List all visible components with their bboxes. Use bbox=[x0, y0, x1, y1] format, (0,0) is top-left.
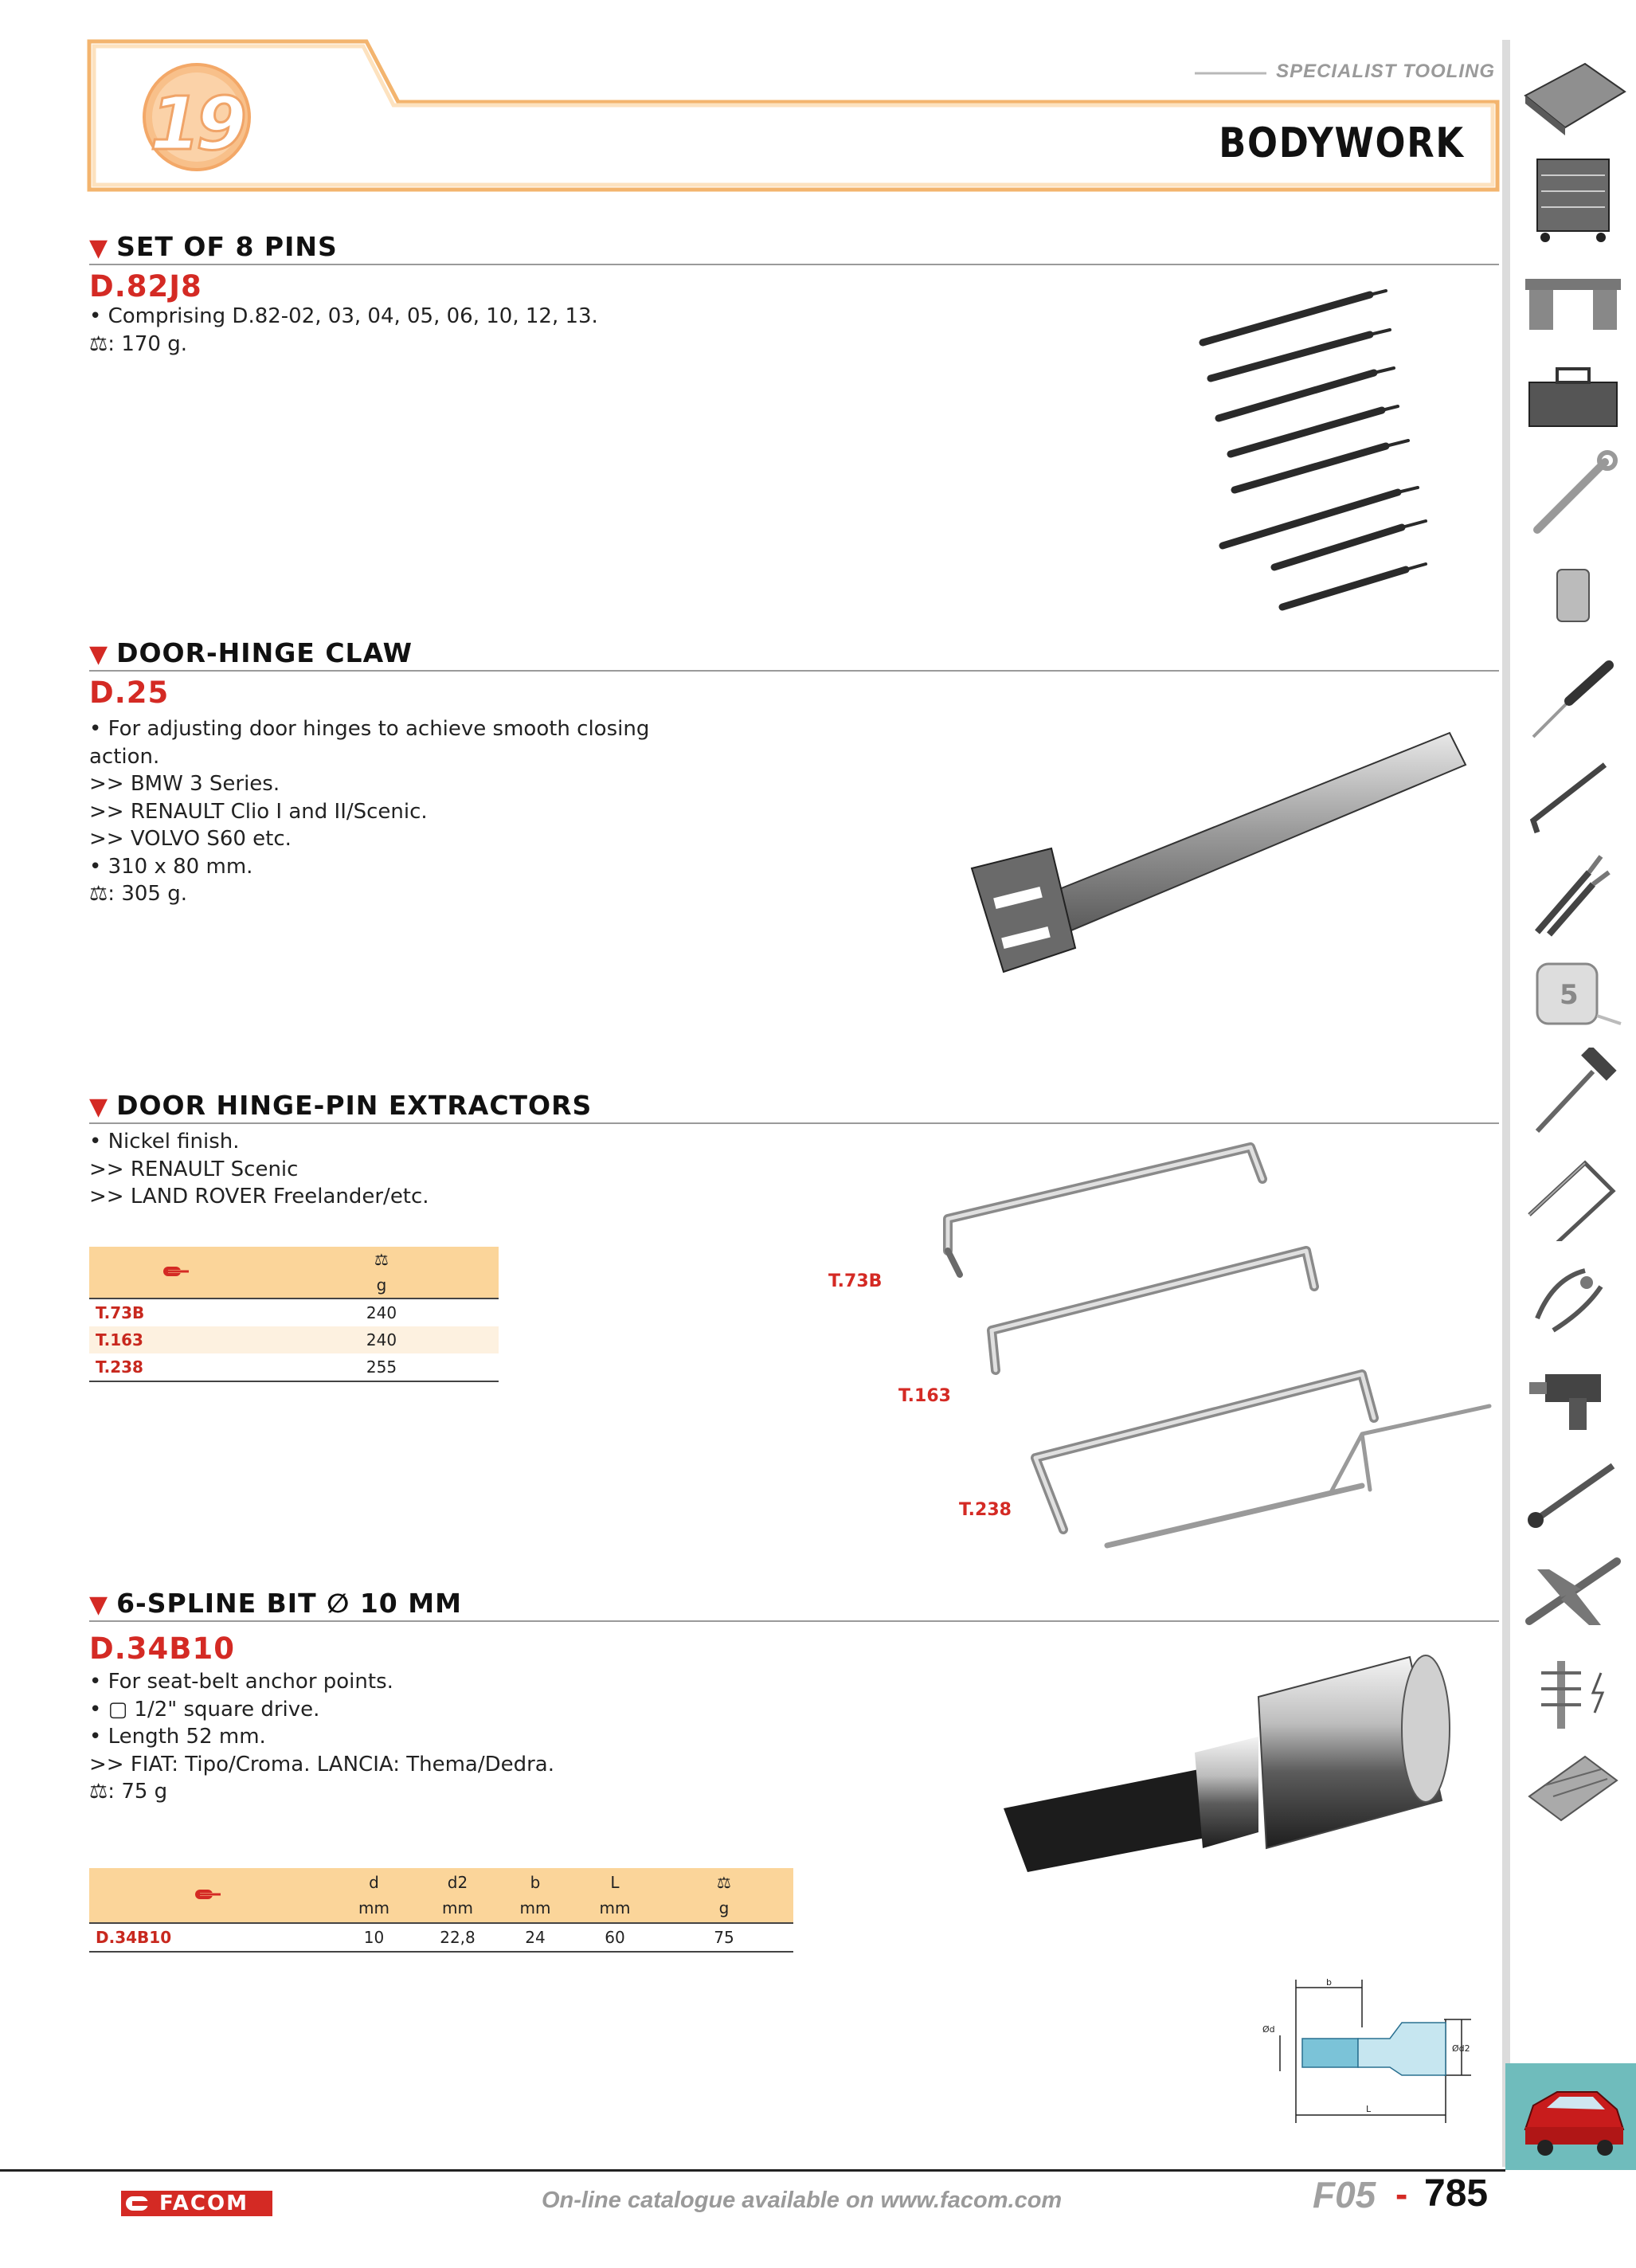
table-row: D.34B10 10 22,8 24 60 75 bbox=[89, 1923, 793, 1952]
section-title-hinge-pin-extractors: ▼ DOOR HINGE-PIN EXTRACTORS bbox=[89, 1090, 593, 1121]
catalogue-code: F05 bbox=[1313, 2174, 1376, 2215]
dimension-label: L bbox=[1366, 2104, 1372, 2114]
torque-wrench-icon[interactable] bbox=[1513, 1446, 1633, 1540]
section-marker-icon: ▼ bbox=[89, 1591, 109, 1619]
hacksaw-icon[interactable] bbox=[1513, 1147, 1633, 1241]
table-row: T.163 240 bbox=[89, 1326, 499, 1353]
product-description: • Comprising D.82-02, 03, 04, 05, 06, 10, 12, 13. ⚖: 170 g. bbox=[89, 304, 598, 356]
header-category: SPECIALIST TOOLING bbox=[1276, 61, 1495, 82]
column-header: ⚖ g bbox=[655, 1868, 793, 1923]
callout-label: T.163 bbox=[898, 1386, 951, 1406]
section-title-door-hinge-claw: ▼ DOOR-HINGE CLAW bbox=[89, 637, 413, 668]
weight-header: ⚖ g bbox=[264, 1247, 499, 1299]
hammer-icon[interactable] bbox=[1513, 1048, 1633, 1142]
screwdriver-icon[interactable] bbox=[1513, 653, 1633, 747]
page-separator: - bbox=[1395, 2173, 1408, 2215]
pin-set-image bbox=[1187, 271, 1474, 621]
workbench-icon[interactable] bbox=[1513, 251, 1633, 345]
socket-icon[interactable] bbox=[1513, 550, 1633, 644]
puller-icon[interactable] bbox=[1513, 1247, 1633, 1341]
page-number: 785 bbox=[1424, 2172, 1489, 2215]
spline-bit-table bbox=[89, 1868, 793, 1953]
aircraft-icon[interactable] bbox=[1513, 1545, 1633, 1639]
column-header: d2 mm bbox=[420, 1868, 495, 1923]
catalogue-link[interactable]: On-line catalogue available on www.facom.com bbox=[542, 2188, 1063, 2213]
section-title-set-of-pins: ▼ SET OF 8 PINS bbox=[89, 231, 338, 262]
facom-logo-icon bbox=[124, 2194, 156, 2213]
brand-logo bbox=[121, 2191, 272, 2216]
roller-cabinet-icon[interactable] bbox=[1513, 151, 1633, 245]
section-marker-icon: ▼ bbox=[89, 234, 109, 262]
chapter-number: 19 bbox=[150, 81, 243, 166]
page-title: BODYWORK bbox=[1219, 119, 1465, 167]
product-ref: D.25 bbox=[89, 676, 170, 710]
tape-measure-icon[interactable] bbox=[1513, 948, 1633, 1042]
wrench-icon[interactable] bbox=[1513, 446, 1633, 540]
product-ref: D.82J8 bbox=[89, 269, 202, 304]
reference-icon bbox=[89, 1247, 264, 1299]
reference-icon bbox=[89, 1868, 328, 1923]
section-divider bbox=[89, 1122, 1499, 1124]
column-header: b mm bbox=[495, 1868, 575, 1923]
dimension-diagram bbox=[1262, 1972, 1485, 2139]
chapter-sidebar bbox=[1502, 40, 1636, 2191]
svg-text:5: 5 bbox=[1560, 979, 1579, 1011]
dimension-label: Ød bbox=[1262, 2024, 1275, 2035]
dimension-label: b bbox=[1326, 1977, 1332, 1988]
spline-bit-image bbox=[996, 1641, 1489, 1904]
footer-divider bbox=[0, 2169, 1505, 2172]
callout-label: T.238 bbox=[959, 1500, 1012, 1520]
brand-name: FACOM bbox=[159, 2192, 249, 2215]
column-header: d mm bbox=[328, 1868, 420, 1923]
section-marker-icon: ▼ bbox=[89, 640, 109, 668]
section-divider bbox=[89, 670, 1499, 672]
door-hinge-claw-image bbox=[956, 709, 1481, 996]
section-title-spline-bit: ▼ 6-SPLINE BIT ∅ 10 MM bbox=[89, 1588, 462, 1619]
table-row: T.73B 240 bbox=[96, 1303, 397, 1322]
dimension-label: Ød2 bbox=[1452, 2043, 1470, 2054]
car-icon[interactable] bbox=[1513, 2070, 1633, 2164]
extractors-table bbox=[89, 1247, 499, 1382]
section-marker-icon: ▼ bbox=[89, 1093, 109, 1121]
table-row: T.238 255 bbox=[89, 1353, 499, 1381]
electronics-chip-icon[interactable] bbox=[1513, 1741, 1633, 1835]
column-header: L mm bbox=[575, 1868, 655, 1923]
tool-tray-icon[interactable] bbox=[1513, 48, 1633, 142]
product-description: • For seat-belt anchor points. • ▢ 1/2" square drive. • Length 52 mm. >> FIAT: Tipo/Croma. LANCIA: Thema/Dedra. ⚖: 75 g bbox=[89, 1670, 554, 1804]
callout-label: T.73B bbox=[828, 1271, 883, 1291]
product-ref: D.34B10 bbox=[89, 1631, 235, 1666]
electrical-icon[interactable] bbox=[1513, 1645, 1633, 1739]
pliers-icon[interactable] bbox=[1513, 848, 1633, 942]
product-description: • For adjusting door hinges to achieve smooth closing action. >> BMW 3 Series. >> RENAULT Clio I and II/Scenic. >> VOLVO S60 etc. • 310 x 80 mm. ⚖: 305 g. bbox=[89, 717, 650, 906]
impact-wrench-icon[interactable] bbox=[1513, 1346, 1633, 1440]
section-divider bbox=[89, 1620, 1499, 1622]
product-description: • Nickel finish. >> RENAULT Scenic >> LAND ROVER Freelander/etc. bbox=[89, 1130, 429, 1208]
section-divider bbox=[89, 264, 1499, 265]
hex-key-icon[interactable] bbox=[1513, 749, 1633, 843]
toolbox-icon[interactable] bbox=[1513, 347, 1633, 441]
